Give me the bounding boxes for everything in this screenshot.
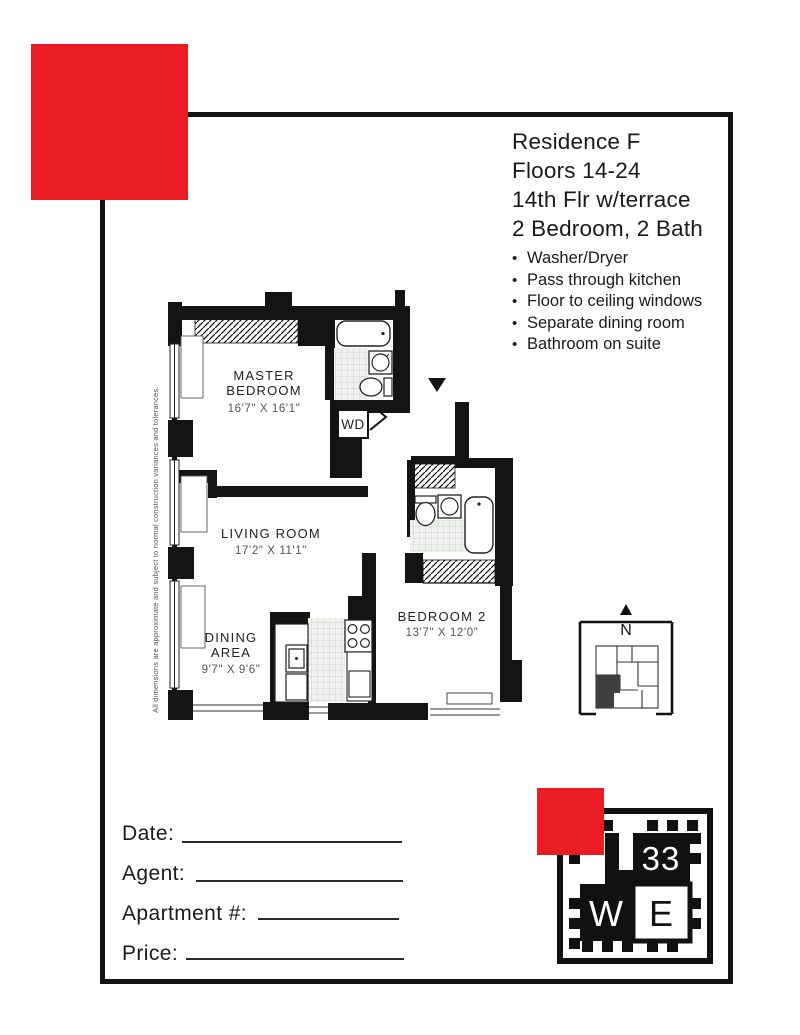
bullet-icon: • bbox=[512, 250, 518, 267]
compass-label: N bbox=[620, 622, 632, 639]
feature-item: • Pass through kitchen bbox=[512, 270, 703, 292]
price-field bbox=[122, 942, 178, 966]
dining-area-dims: 9'7" X 9'6" bbox=[201, 664, 261, 676]
kitchen-counter-sink bbox=[275, 624, 308, 702]
master-bedroom-dims: 16'7" X 16'1" bbox=[227, 403, 301, 415]
master-bedroom-label: MASTER bbox=[233, 368, 295, 383]
residence-info-block bbox=[512, 127, 703, 356]
logo-west-letter: W bbox=[589, 893, 623, 934]
apartment-fill-line bbox=[258, 918, 399, 920]
entry-arrow-icon bbox=[428, 378, 446, 392]
bullet-icon: • bbox=[512, 271, 518, 289]
unit-location-highlight bbox=[596, 675, 620, 708]
north-arrow-icon bbox=[620, 604, 632, 615]
residence-name: Residence F bbox=[512, 129, 641, 154]
svg-text:AREA: AREA bbox=[210, 645, 252, 660]
toilet-icon bbox=[360, 378, 392, 396]
agent-field bbox=[122, 862, 185, 886]
dining-area-label: DINING bbox=[204, 630, 258, 645]
window-left bbox=[170, 344, 179, 688]
price-fill-line bbox=[186, 958, 404, 960]
feature-item: • Floor to ceiling windows bbox=[512, 291, 703, 313]
floor-plan-drawing bbox=[155, 280, 525, 730]
svg-text:BEDROOM: BEDROOM bbox=[226, 383, 302, 398]
bathroom2-tile-floor bbox=[410, 520, 465, 552]
red-square-top-left bbox=[31, 44, 188, 200]
bathtub-icon bbox=[337, 321, 390, 346]
sink-icon bbox=[369, 351, 392, 374]
residence-floor-note: 14th Flr w/terrace bbox=[512, 187, 691, 212]
wd-label: WD bbox=[341, 417, 365, 432]
toilet-icon bbox=[415, 496, 436, 526]
bullet-icon: • bbox=[512, 293, 518, 310]
stove-icon bbox=[345, 620, 372, 652]
kitchen-tile-floor bbox=[308, 618, 345, 702]
radiator-boxes bbox=[181, 336, 207, 648]
bullet-icon: • bbox=[512, 336, 518, 353]
feature-item: • Washer/Dryer bbox=[512, 248, 703, 270]
living-room-label: LIVING ROOM bbox=[221, 526, 321, 541]
logo-number: 33 bbox=[641, 840, 681, 877]
feature-item: • Separate dining room bbox=[512, 313, 703, 335]
date-label: Date: bbox=[122, 822, 175, 845]
bullet-icon: • bbox=[512, 314, 518, 332]
feature-item: • Bathroom on suite bbox=[512, 334, 703, 356]
bedroom2-label: BEDROOM 2 bbox=[397, 609, 487, 624]
date-fill-line bbox=[182, 841, 402, 843]
apartment-label: Apartment #: bbox=[122, 902, 248, 925]
kitchen-counter-right bbox=[347, 652, 372, 701]
apartment-field bbox=[122, 902, 247, 926]
agent-fill-line bbox=[196, 880, 403, 882]
dimensions-disclaimer: All dimensions are approximate and subject to normal construction variances and tolerances. bbox=[151, 386, 160, 713]
residence-floors: Floors 14-24 bbox=[512, 158, 641, 183]
bathtub-icon bbox=[465, 497, 493, 553]
key-plan bbox=[572, 598, 682, 723]
feature-list bbox=[512, 248, 703, 356]
bedroom2-dims: 13'7" X 12'0" bbox=[405, 627, 479, 639]
price-label: Price: bbox=[122, 942, 179, 965]
logo-east-letter: E bbox=[648, 893, 674, 934]
date-field bbox=[122, 822, 174, 846]
residence-bed-bath: 2 Bedroom, 2 Bath bbox=[512, 216, 704, 241]
red-square-logo bbox=[537, 788, 604, 855]
agent-label: Agent: bbox=[122, 862, 186, 885]
living-room-dims: 17'2" X 11'1" bbox=[235, 545, 307, 557]
sink-icon bbox=[438, 495, 461, 518]
